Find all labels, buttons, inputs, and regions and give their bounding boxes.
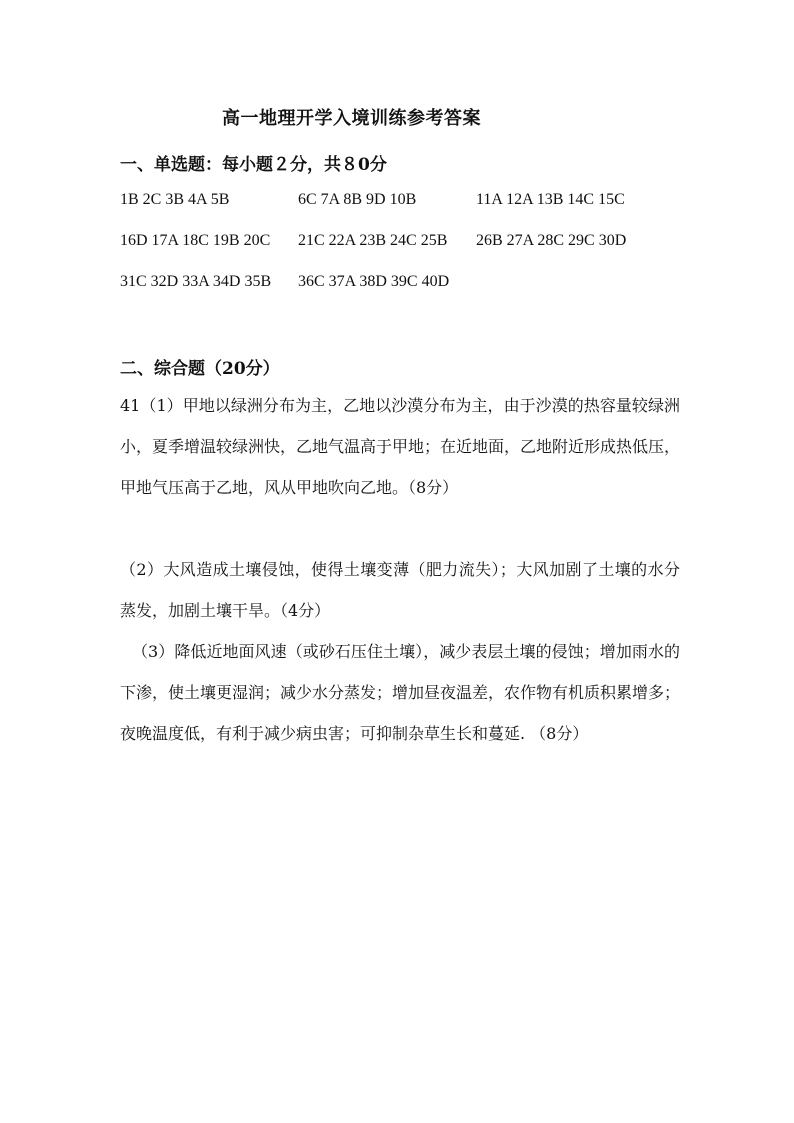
answer-41-3: （3）降低近地面风速（或砂石压住土壤），减少表层土壤的侵蚀；增加雨水的下渗，使土壤更湿润；减少水分蒸发；增加昼夜温差，农作物有机质积累增多；夜晚温度低，有利于减少病虫害；可抑制杂草生长和蔓延. （8分） (120, 642, 681, 743)
answer-41-2: （2）大风造成土壤侵蚀，使得土壤变薄（肥力流失）；大风加剧了土壤的水分蒸发，加剧土壤干旱。（4分） (120, 560, 680, 620)
section1-heading: 一、单选题：每小题２分，共８0分 (120, 155, 387, 175)
answer-group: 6C 7A 8B 9D 10B (298, 191, 417, 208)
answer-row-2 (120, 232, 676, 250)
section2-heading: 二、综合题（20分） (120, 359, 280, 379)
answer-41-1: 41（1）甲地以绿洲分布为主，乙地以沙漠分布为主，由于沙漠的热容量较绿洲小，夏季增温较绿洲快，乙地气温高于甲地；在近地面，乙地附近形成热低压，甲地气压高于乙地，风从甲地吹向乙地。（8分） (120, 396, 681, 497)
answer-group: 11A 12A 13B 14C 15C (476, 191, 625, 208)
answer-group: 21C 22A 23B 24C 25B (298, 232, 448, 249)
page-title: 高一地理开学入境训练参考答案 (222, 108, 481, 129)
answer-row-1 (120, 191, 676, 209)
answer-group: 16D 17A 18C 19B 20C (120, 232, 271, 249)
answer-group: 1B 2C 3B 4A 5B (120, 191, 230, 208)
answer-group: 36C 37A 38D 39C 40D (298, 273, 450, 290)
answer-row-3 (120, 273, 676, 291)
answer-group: 26B 27A 28C 29C 30D (476, 232, 627, 249)
answer-group: 31C 32D 33A 34D 35B (120, 273, 272, 290)
